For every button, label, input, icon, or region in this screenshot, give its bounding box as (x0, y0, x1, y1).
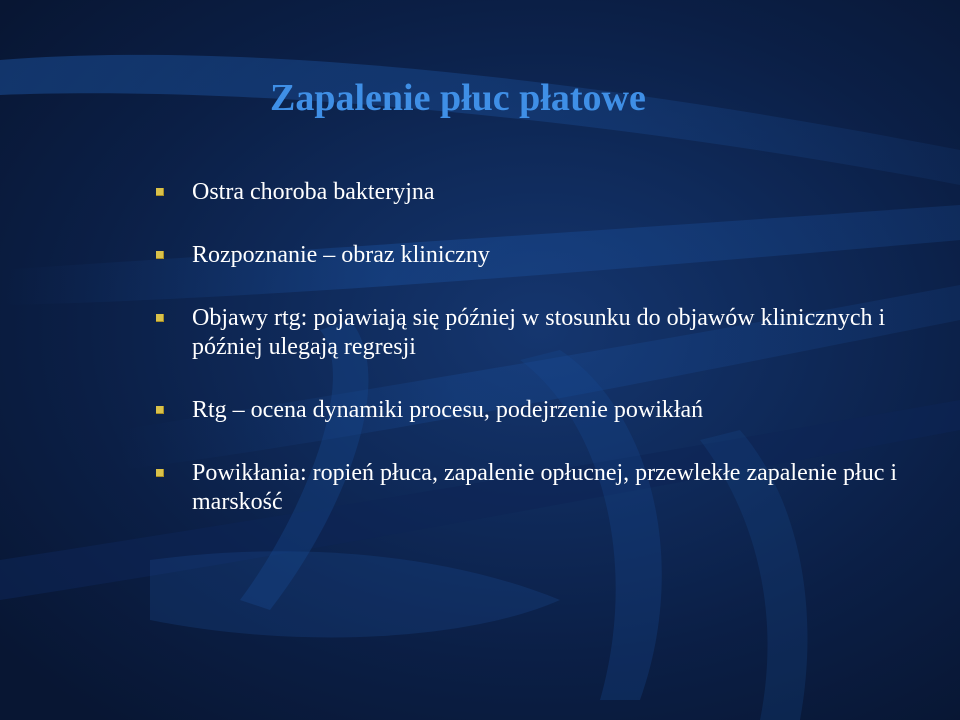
bullet-item-1 (150, 178, 910, 207)
bullet-text-5: Powikłania: ropień płuca, zapalenie opłucnej, przewlekłe zapalenie płuc i marskość (192, 460, 898, 515)
bullet-item-5 (150, 459, 910, 517)
square-bullet-icon (156, 251, 164, 259)
square-bullet-icon (156, 314, 164, 322)
square-bullet-icon (156, 406, 164, 414)
bullet-text-2: Rozpoznanie – obraz kliniczny (192, 242, 490, 268)
square-bullet-icon (156, 469, 164, 477)
bullet-item-3 (150, 304, 910, 362)
slide-title: Zapalenie płuc płatowe (270, 77, 646, 119)
bullet-item-4 (150, 396, 910, 425)
bullet-text-4: Rtg – ocena dynamiki procesu, podejrzenie powikłań (192, 397, 704, 423)
bullet-list (150, 178, 910, 517)
bullet-text-1: Ostra choroba bakteryjna (192, 179, 435, 205)
bullet-text-3: Objawy rtg: pojawiają się później w stosunku do objawów klinicznych i później ulegają regresji (192, 305, 886, 360)
square-bullet-icon (156, 188, 164, 196)
bullet-item-2 (150, 241, 910, 270)
